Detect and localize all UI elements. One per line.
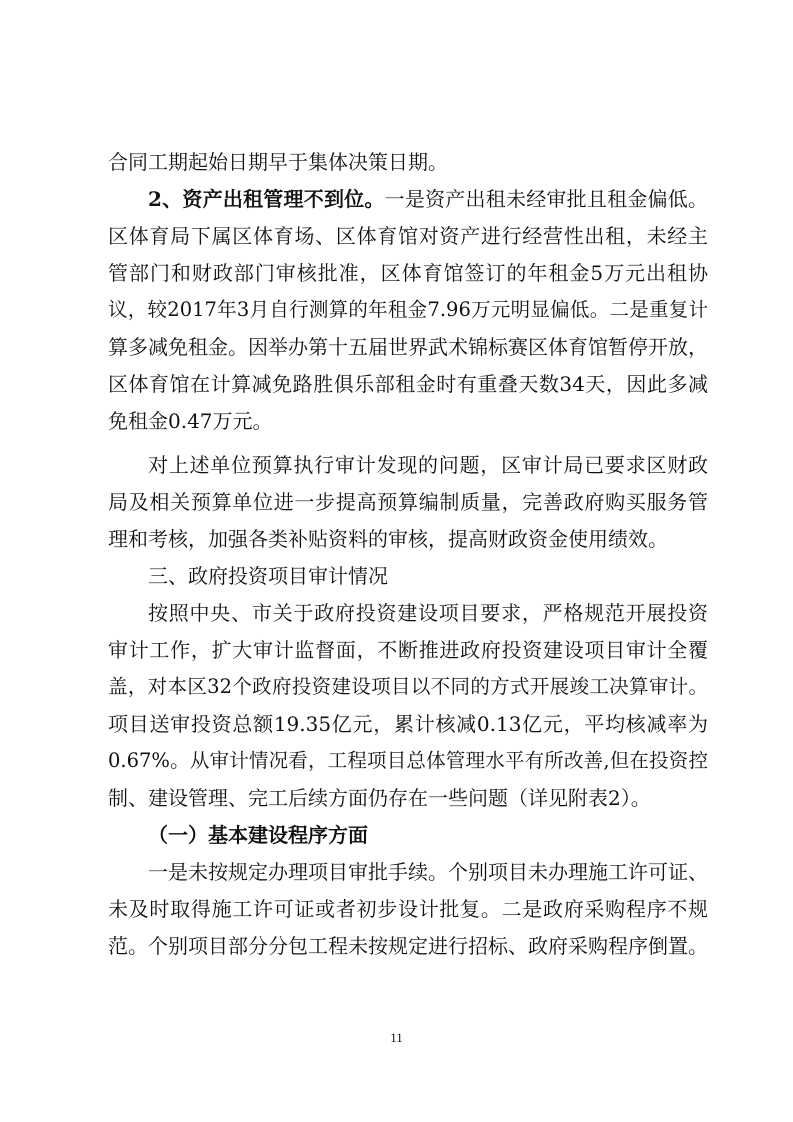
section-heading: 2、资产出租管理不到位。 [148,187,385,211]
body-line: 议，较2017年3月自行测算的年租金7.96万元明显偏低。二是重复计 [108,298,708,321]
body-line: 盖，对本区32个政府投资建设项目以不同的方式开展竣工决算审计。 [108,675,708,698]
body-line: 合同工期起始日期早于集体决策日期。 [108,150,448,174]
body-line: 未及时取得施工许可证或者初步设计批复。二是政府采购程序不规 [108,897,708,921]
body-line: 2、资产出租管理不到位。一是资产出租未经审批且租金偏低。 [148,187,709,211]
body-line: 理和考核，加强各类补贴资料的审核，提高财政资金使用绩效。 [108,527,668,551]
body-line: 局及相关预算单位进一步提高预算编制质量，完善政府购买服务管 [108,490,708,514]
body-line: 范。个别项目部分分包工程未按规定进行招标、政府采购程序倒置。 [108,934,708,958]
body-line: 制、建设管理、完工后续方面仍存在一些问题（详见附表2）。 [108,786,651,810]
subsection-title: （一）基本建设程序方面 [148,823,368,847]
body-line: 对上述单位预算执行审计发现的问题，区审计局已要求区财政 [148,453,708,477]
page-number: 11 [390,1030,403,1045]
body-line: 免租金0.47万元。 [108,409,273,433]
section-title: 三、政府投资项目审计情况 [148,564,388,588]
body-line: 管部门和财政部门审核批准，区体育馆签订的年租金5万元出租协 [108,261,708,285]
body-line: 区体育局下属区体育场、区体育馆对资产进行经营性出租，未经主 [108,224,708,248]
body-line: 0.67%。从审计情况看，工程项目总体管理水平有所改善,但在投资控 [108,749,708,772]
body-line: 审计工作，扩大审计监督面，不断推进政府投资建设项目审计全覆 [108,638,708,662]
body-line: 按照中央、市关于政府投资建设项目要求，严格规范开展投资 [148,601,708,625]
body-line: 一是未按规定办理项目审批手续。个别项目未办理施工许可证、 [148,860,708,884]
body-line: 区体育馆在计算减免路胜俱乐部租金时有重叠天数34天，因此多减 [108,372,708,396]
body-line: 项目送审投资总额19.35亿元，累计核减0.13亿元，平均核减率为 [108,712,708,736]
body-line: 算多减免租金。因举办第十五届世界武术锦标赛区体育馆暂停开放， [108,335,708,359]
